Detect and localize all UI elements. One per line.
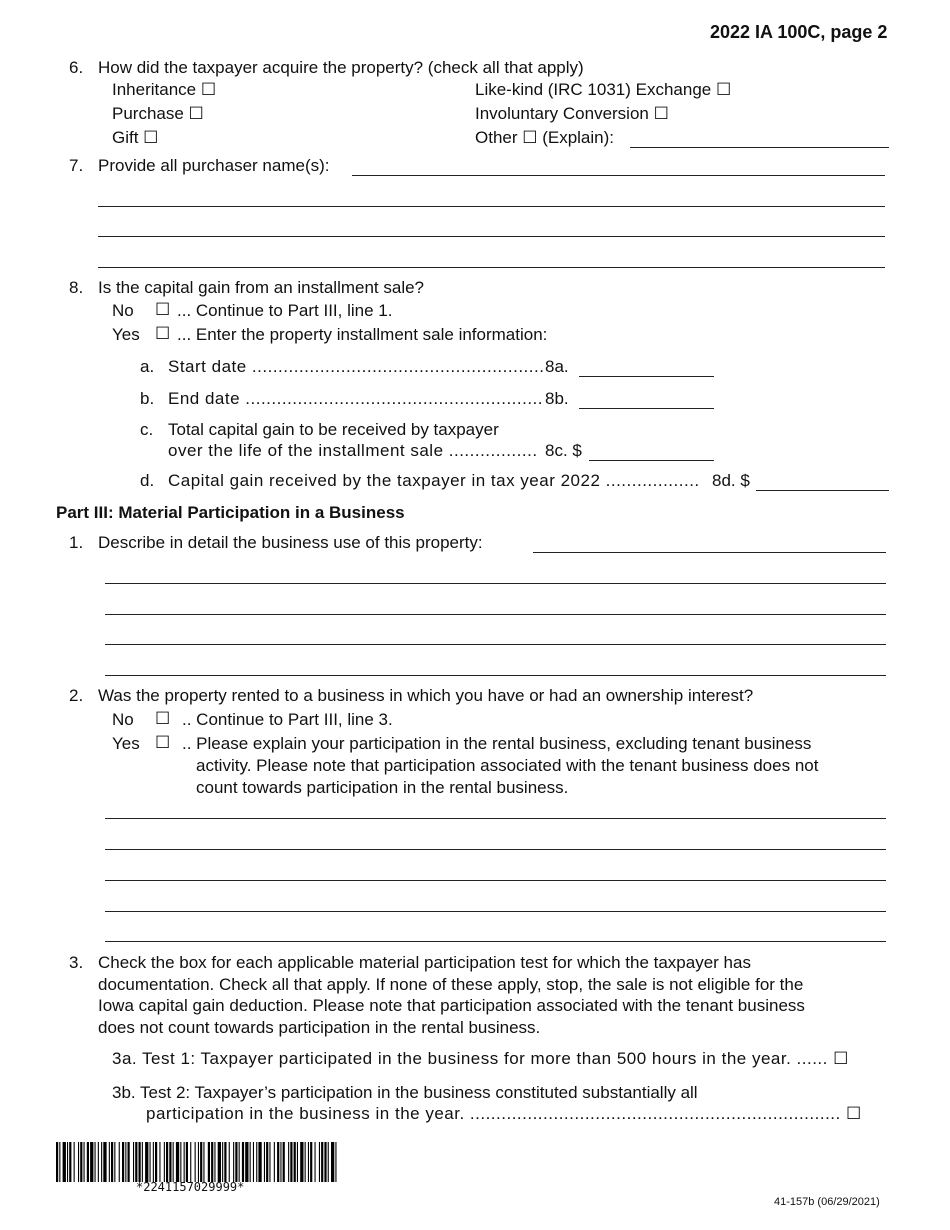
q6-option-gift[interactable]: Gift ☐ (112, 128, 159, 147)
part3-q2-yes-text-1: .. Please explain your participation in the rental business, excluding tenant business (182, 734, 812, 753)
barcode-text: *2241157029999* (136, 1180, 245, 1194)
barcode-bar (190, 1142, 191, 1182)
barcode-bar (153, 1142, 154, 1182)
form-title: 2022 IA 100C, page 2 (710, 22, 888, 42)
part3-q2-number: 2. (69, 686, 84, 705)
q8a-input[interactable] (579, 376, 714, 377)
barcode-bar (150, 1142, 151, 1182)
part3-q1-line-5[interactable] (105, 675, 886, 676)
barcode-bar (114, 1142, 115, 1182)
barcode-bar (245, 1142, 248, 1182)
barcode-bar (74, 1142, 75, 1182)
q6-option-inheritance[interactable]: Inheritance ☐ (112, 80, 217, 99)
barcode-bar (203, 1142, 204, 1182)
barcode-bar (310, 1142, 312, 1182)
q6-option-like-kind[interactable]: Like-kind (IRC 1031) Exchange ☐ (475, 80, 732, 99)
q8c-letter: c. (140, 420, 154, 439)
barcode-bar (239, 1142, 240, 1182)
barcode-bar (109, 1142, 110, 1182)
q8d-letter: d. (140, 471, 155, 490)
q8-no-checkbox[interactable]: ☐ (155, 300, 171, 319)
barcode-bar (125, 1142, 126, 1182)
q7-line-4[interactable] (98, 267, 885, 268)
part3-q2-no-checkbox[interactable]: ☐ (155, 709, 171, 728)
form-number: 41-157b (06/29/2021) (774, 1196, 880, 1208)
barcode-bar (331, 1142, 334, 1182)
q8b-text: End date ......................................................... (168, 389, 544, 408)
barcode-bar (119, 1142, 120, 1182)
q8-no-label: No (112, 301, 134, 320)
part3-q1-text: Describe in detail the business use of this property: (98, 533, 483, 552)
part3-q2-line-1[interactable] (105, 818, 886, 819)
q8-number: 8. (69, 278, 84, 297)
part3-q2-yes-checkbox[interactable]: ☐ (155, 733, 171, 752)
q8-yes-text: ... Enter the property installment sale information: (177, 325, 548, 344)
barcode-bar (145, 1142, 148, 1182)
q8a-letter: a. (140, 357, 155, 376)
barcode-bar (101, 1142, 102, 1182)
q8-no-text: ... Continue to Part III, line 1. (177, 301, 393, 320)
q8c-text-1: Total capital gain to be received by taxpayer (168, 420, 499, 439)
part3-q1-number: 1. (69, 533, 84, 552)
barcode-bar (308, 1142, 309, 1182)
barcode-bar (180, 1142, 181, 1182)
q6-explain-line[interactable] (630, 147, 889, 148)
barcode-bar (274, 1142, 275, 1182)
q6-question: How did the taxpayer acquire the property? (check all that apply) (98, 58, 584, 77)
part3-q2-line-4[interactable] (105, 911, 886, 912)
barcode-bar (283, 1142, 285, 1182)
test-2-row[interactable]: participation in the business in the year. ....................................................................... ☐ (146, 1104, 862, 1123)
barcode-bar (198, 1142, 199, 1182)
q8-question: Is the capital gain from an installment sale? (98, 278, 425, 297)
barcode-bar (59, 1142, 60, 1182)
q6-option-purchase[interactable]: Purchase ☐ (112, 104, 204, 123)
q7-line-2[interactable] (98, 206, 885, 207)
barcode-bar (176, 1142, 179, 1182)
barcode-bar (155, 1142, 157, 1182)
part3-q3-text-3: Iowa capital gain deduction. Please note that participation associated with the tenant business (98, 996, 805, 1015)
barcode-bar (277, 1142, 279, 1182)
q8b-input[interactable] (579, 408, 714, 409)
barcode-bar (233, 1142, 234, 1182)
barcode-bar (139, 1142, 141, 1182)
barcode-bar (90, 1142, 93, 1182)
barcode-bar (222, 1142, 223, 1182)
q8d-input[interactable] (756, 490, 889, 491)
q6-option-other[interactable]: Other ☐ (Explain): (475, 128, 615, 147)
barcode-bar (280, 1142, 281, 1182)
barcode-bar (69, 1142, 71, 1182)
q8b-letter: b. (140, 389, 155, 408)
barcode-bar (335, 1142, 336, 1182)
part3-q2-line-3[interactable] (105, 880, 886, 881)
barcode-bar (184, 1142, 185, 1182)
part3-q2-no-text: .. Continue to Part III, line 3. (182, 710, 393, 729)
barcode-bar (324, 1142, 326, 1182)
barcode-bar (80, 1142, 82, 1182)
q8-yes-checkbox[interactable]: ☐ (155, 324, 171, 343)
part3-q2-line-5[interactable] (105, 941, 886, 942)
barcode-bar (253, 1142, 254, 1182)
barcode-bar (133, 1142, 134, 1182)
part3-q2-text: Was the property rented to a business in which you have or had an ownership interest? (98, 686, 754, 705)
test-1-row[interactable]: 3a. Test 1: Taxpayer participated in the business for more than 500 hours in the year. ...... ☐ (112, 1049, 849, 1068)
barcode-bar (128, 1142, 130, 1182)
barcode-bar (305, 1142, 306, 1182)
barcode-bar (200, 1142, 202, 1182)
part3-q1-line-2[interactable] (105, 583, 886, 584)
q8c-text-2: over the life of the installment sale ................. (168, 441, 538, 460)
barcode-bar (328, 1142, 329, 1182)
barcode-bar (135, 1142, 137, 1182)
q8-yes-label: Yes (112, 325, 140, 344)
barcode-bar (242, 1142, 244, 1182)
q8a-text: Start date ........................................................ (168, 357, 545, 376)
barcode-bar (258, 1142, 261, 1182)
barcode-bar (195, 1142, 196, 1182)
barcode-bar (229, 1142, 230, 1182)
barcode-bar (142, 1142, 143, 1182)
part3-q3-text-2: documentation. Check all that apply. If none of these apply, stop, the sale is not eligible for the (98, 975, 804, 994)
barcode-bar (294, 1142, 296, 1182)
q8c-input[interactable] (589, 460, 714, 461)
part3-title: Part III: Material Participation in a Business (56, 503, 405, 522)
barcode-bar (297, 1142, 298, 1182)
barcode-bar (288, 1142, 289, 1182)
test-2-text-1: 3b. Test 2: Taxpayer’s participation in the business constituted substantially all (112, 1083, 698, 1102)
part3-q2-yes-text-2: activity. Please note that participation associated with the tenant business does not (196, 756, 819, 775)
barcode-bar (266, 1142, 268, 1182)
barcode-bar (250, 1142, 251, 1182)
barcode-bar (78, 1142, 79, 1182)
part3-q2-yes-text-3: count towards participation in the rental business. (196, 778, 569, 797)
q7-line-1[interactable] (352, 175, 885, 176)
barcode-bar (211, 1142, 213, 1182)
barcode-bar (84, 1142, 85, 1182)
barcode-bar (173, 1142, 174, 1182)
q6-number: 6. (69, 58, 84, 77)
q7-line-3[interactable] (98, 236, 885, 237)
part3-q2-yes-label: Yes (112, 734, 140, 753)
q8c-line-number: 8c. $ (545, 441, 582, 460)
barcode-bar (315, 1142, 316, 1182)
q8d-line-number: 8d. $ (712, 471, 750, 490)
barcode-bar (186, 1142, 188, 1182)
barcode-bar (63, 1142, 66, 1182)
barcode-bar (319, 1142, 320, 1182)
barcode-bar (290, 1142, 292, 1182)
barcode-bar (224, 1142, 226, 1182)
part3-q1-line-3[interactable] (105, 614, 886, 615)
part3-q1-line-1[interactable] (533, 552, 886, 553)
barcode-bar (264, 1142, 265, 1182)
q8b-line-number: 8b. (545, 389, 569, 408)
barcode-bar (235, 1142, 237, 1182)
barcode-bar (103, 1142, 106, 1182)
q8d-text: Capital gain received by the taxpayer in tax year 2022 .................. (168, 471, 700, 490)
barcode-bar (218, 1142, 221, 1182)
barcode-bar (321, 1142, 323, 1182)
barcode-bar (256, 1142, 257, 1182)
barcode-bar (214, 1142, 215, 1182)
barcode-bar (159, 1142, 160, 1182)
part3-q1-line-4[interactable] (105, 644, 886, 645)
barcode-bar (95, 1142, 96, 1182)
barcode-bar (164, 1142, 165, 1182)
barcode-bar (169, 1142, 171, 1182)
barcode-bar (111, 1142, 113, 1182)
part3-q3-number: 3. (69, 953, 84, 972)
q7-question: Provide all purchaser name(s): (98, 156, 330, 175)
q6-option-involuntary[interactable]: Involuntary Conversion ☐ (475, 104, 669, 123)
barcode (56, 1142, 338, 1182)
q8a-line-number: 8a. (545, 357, 569, 376)
part3-q3-text-4: does not count towards participation in the rental business. (98, 1018, 541, 1037)
barcode-bar (269, 1142, 270, 1182)
barcode-bar (87, 1142, 89, 1182)
q7-number: 7. (69, 156, 84, 175)
barcode-bar (67, 1142, 68, 1182)
barcode-bar (300, 1142, 303, 1182)
part3-q2-line-2[interactable] (105, 849, 886, 850)
barcode-bar (166, 1142, 168, 1182)
barcode-bar (208, 1142, 210, 1182)
barcode-bar (56, 1142, 58, 1182)
barcode-bar (122, 1142, 124, 1182)
part3-q2-no-label: No (112, 710, 134, 729)
barcode-bar (98, 1142, 99, 1182)
part3-q3-text-1: Check the box for each applicable material participation test for which the taxpayer has (98, 953, 751, 972)
